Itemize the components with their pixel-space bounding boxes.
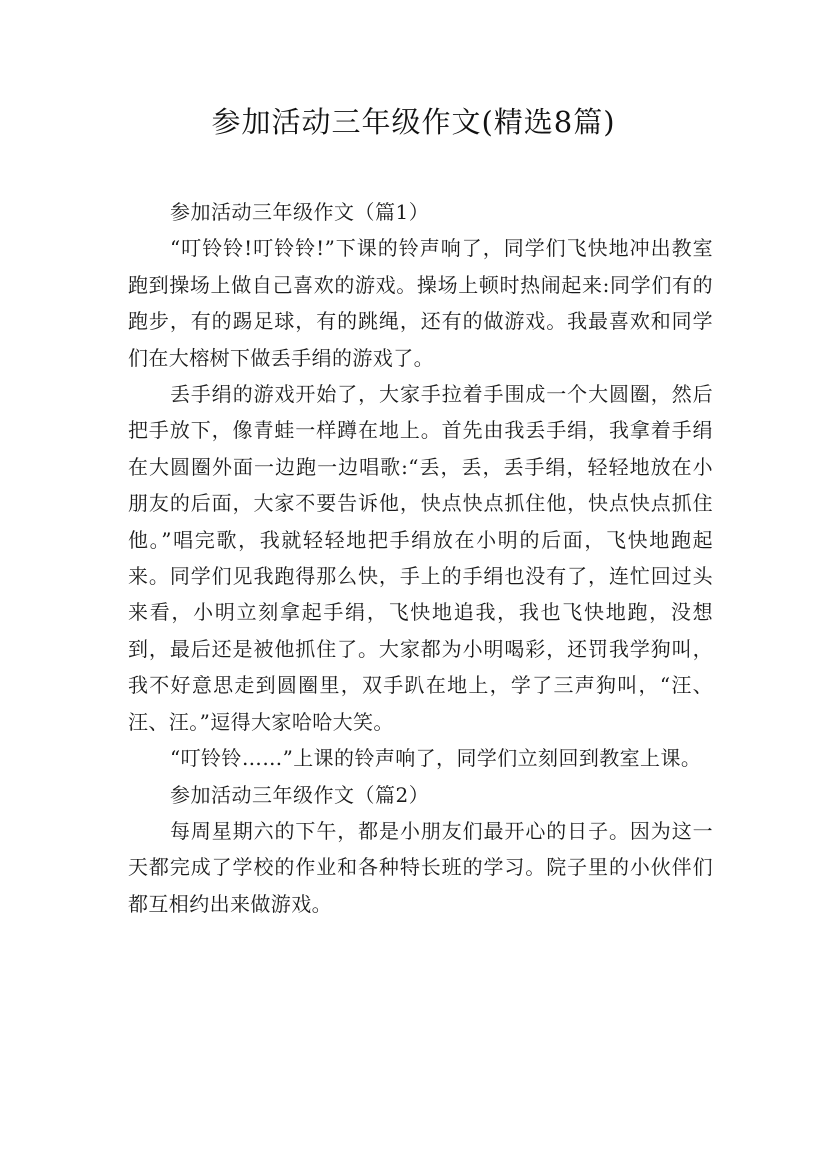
- document-body: [128, 194, 713, 922]
- paragraph: “叮铃铃!叮铃铃!”下课的铃声响了，同学们飞快地冲出教室跑到操场上做自己喜欢的游戏。操场上顿时热闹起来:同学们有的跑步，有的踢足球，有的跳绳，还有的做游戏。我最喜欢和同学们在大榕树下做丢手绢的游戏了。: [128, 236, 713, 370]
- paragraph: 丢手绢的游戏开始了，大家手拉着手围成一个大圆圈，然后把手放下，像青蛙一样蹲在地上。首先由我丢手绢，我拿着手绢在大圆圈外面一边跑一边唱歌:“丢，丢，丢手绢，轻轻地放在小朋友的后面，大家不要告诉他，快点快点抓住他，快点快点抓住他。”唱完歌，我就轻轻地把手绢放在小明的后面，飞快地跑起来。同学们见我跑得那么快，手上的手绢也没有了，连忙回过头来看，小明立刻拿起手绢，飞快地追我，我也飞快地跑，没想到，最后还是被他抓住了。大家都为小明喝彩，还罚我学狗叫，我不好意思走到圆圈里，双手趴在地上，学了三声狗叫，“汪、汪、汪。”逗得大家哈哈大笑。: [128, 382, 713, 734]
- paragraph: 每周星期六的下午，都是小朋友们最开心的日子。因为这一天都完成了学校的作业和各种特长班的学习。院子里的小伙伴们都互相约出来做游戏。: [128, 818, 713, 916]
- section-heading: 参加活动三年级作文（篇2）: [170, 782, 430, 807]
- document-title: 参加活动三年级作文(精选8篇): [211, 105, 616, 139]
- section-heading: 参加活动三年级作文（篇1）: [170, 200, 430, 224]
- paragraph: “叮铃铃……”上课的铃声响了，同学们立刻回到教室上课。: [170, 746, 702, 771]
